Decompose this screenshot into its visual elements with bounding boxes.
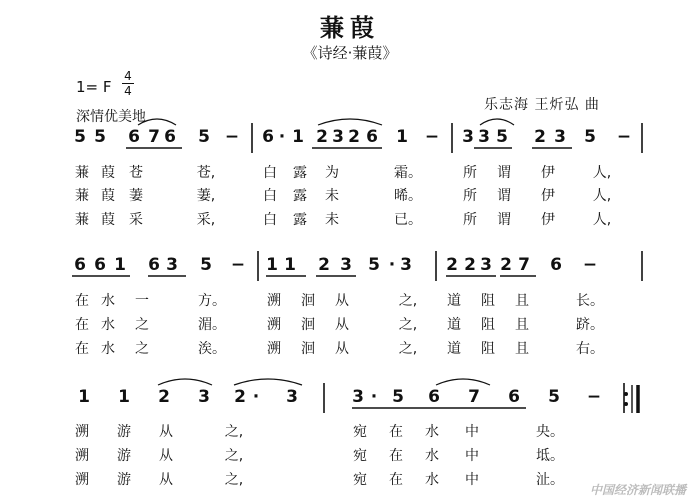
slur — [480, 119, 514, 125]
lyric-syllable: 伊 — [541, 165, 555, 181]
lyric-syllable: 所 — [463, 165, 477, 181]
lyric-syllable: 坻。 — [536, 448, 564, 464]
lyric-syllable: 水 — [101, 341, 115, 357]
note: 6 — [550, 255, 562, 275]
lyric-syllable: 萋 — [129, 188, 143, 204]
lyric-syllable: 从 — [159, 448, 173, 464]
slur — [158, 379, 212, 385]
lyric-syllable: 葭 — [101, 188, 115, 204]
note: 5 — [548, 387, 560, 407]
note: 2 — [318, 255, 330, 275]
lyric-syllable: 葭 — [101, 165, 115, 181]
lyric-syllable: 苍, — [196, 165, 216, 181]
lyric-syllable: 水 — [101, 317, 115, 333]
lyric-syllable: 未 — [325, 212, 339, 228]
lyric-syllable: 游 — [117, 424, 131, 440]
lyric-syllable: 湄。 — [198, 317, 226, 333]
slur — [436, 379, 490, 385]
lyric-syllable: 且 — [515, 317, 529, 333]
lyric-syllable: 蒹 — [75, 188, 89, 204]
meter-bottom: 4 — [124, 84, 132, 98]
lyric-syllable: 溯 — [75, 424, 89, 440]
lyric-syllable: 道 — [447, 317, 461, 333]
note: 6 — [74, 255, 86, 275]
slur — [138, 119, 176, 125]
lyric-syllable: 道 — [447, 293, 461, 309]
repeat-dot — [624, 402, 628, 406]
note: 5 — [198, 127, 210, 147]
lyric-syllable: 所 — [463, 212, 477, 228]
lyric-syllable: 在 — [389, 424, 403, 440]
lyric-syllable: 游 — [117, 472, 131, 488]
note: 3 — [198, 387, 210, 407]
note: 6 — [508, 387, 520, 407]
lyric-syllable: 右。 — [576, 341, 604, 357]
note: 2 — [348, 127, 360, 147]
note: 2 — [464, 255, 476, 275]
lyric-syllable: 人, — [592, 212, 612, 228]
lyric-syllable: 谓 — [497, 188, 511, 204]
note: 6 — [366, 127, 378, 147]
lyric-syllable: 人, — [592, 165, 612, 181]
lyric-syllable: 白 — [263, 188, 277, 204]
lyric-syllable: 晞。 — [394, 188, 422, 204]
note: 3 — [352, 387, 364, 407]
note: 1 — [396, 127, 408, 147]
lyric-syllable: 白 — [263, 212, 277, 228]
note: · — [278, 127, 286, 147]
lyric-syllable: 宛 — [353, 472, 367, 488]
note: 3 — [166, 255, 178, 275]
lyric-syllable: 从 — [335, 293, 349, 309]
song-subtitle: 《诗经·蒹葭》 — [302, 44, 398, 62]
note: − — [230, 255, 246, 275]
lyric-syllable: 之, — [398, 317, 418, 333]
lyric-syllable: 洄 — [301, 293, 315, 309]
lyric-syllable: 露 — [293, 212, 307, 228]
note: 3 — [340, 255, 352, 275]
note: 1 — [78, 387, 90, 407]
note: 1 — [284, 255, 296, 275]
lyric-syllable: 洄 — [301, 317, 315, 333]
note: 5 — [94, 127, 106, 147]
lyric-syllable: 水 — [425, 448, 439, 464]
note: 3 — [554, 127, 566, 147]
lyric-syllable: 苍 — [129, 165, 143, 181]
lyric-syllable: 之 — [135, 317, 149, 333]
note: 6 — [148, 255, 160, 275]
note: 1 — [118, 387, 130, 407]
lyric-syllable: 从 — [159, 424, 173, 440]
lyric-syllable: 游 — [117, 448, 131, 464]
note: 6 — [428, 387, 440, 407]
lyric-syllable: 在 — [75, 341, 89, 357]
lyric-syllable: 谓 — [497, 165, 511, 181]
note: 3 — [462, 127, 474, 147]
note: 6 — [164, 127, 176, 147]
lyric-syllable: 溯 — [267, 293, 281, 309]
lyric-syllable: 在 — [75, 317, 89, 333]
lyric-syllable: 萋, — [196, 188, 216, 204]
lyric-syllable: 方。 — [198, 293, 226, 309]
note: 7 — [148, 127, 160, 147]
lyric-syllable: 已。 — [394, 212, 422, 228]
note: 5 — [74, 127, 86, 147]
lyric-syllable: 洄 — [301, 341, 315, 357]
note: 5 — [392, 387, 404, 407]
lyric-syllable: 之, — [224, 424, 244, 440]
lyric-syllable: 伊 — [541, 188, 555, 204]
lyric-syllable: 道 — [447, 341, 461, 357]
song-title: 蒹葭 — [320, 14, 380, 42]
lyric-syllable: 从 — [335, 317, 349, 333]
meter-top: 4 — [124, 69, 132, 83]
lyric-syllable: 之, — [398, 293, 418, 309]
lyric-syllable: 长。 — [576, 293, 604, 309]
lyric-syllable: 蒹 — [75, 165, 89, 181]
lyric-syllable: 沚。 — [536, 472, 564, 488]
note: − — [424, 127, 440, 147]
lyric-syllable: 中 — [465, 472, 479, 488]
lyric-syllable: 葭 — [101, 212, 115, 228]
composer-credit: 乐志海 王炘弘 曲 — [484, 97, 600, 113]
note: 6 — [262, 127, 274, 147]
note: 3 — [480, 255, 492, 275]
note: 3 — [478, 127, 490, 147]
lyric-syllable: 未 — [325, 188, 339, 204]
note: 2 — [500, 255, 512, 275]
note: 5 — [496, 127, 508, 147]
note: 7 — [518, 255, 530, 275]
lyric-syllable: 从 — [335, 341, 349, 357]
note: 6 — [94, 255, 106, 275]
lyric-syllable: 在 — [75, 293, 89, 309]
note: 7 — [468, 387, 480, 407]
slur — [318, 119, 382, 125]
lyric-syllable: 水 — [425, 472, 439, 488]
lyric-syllable: 白 — [263, 165, 277, 181]
lyric-syllable: 阻 — [481, 293, 495, 309]
lyric-syllable: 阻 — [481, 317, 495, 333]
lyric-syllable: 在 — [389, 472, 403, 488]
note: − — [224, 127, 240, 147]
note: 2 — [316, 127, 328, 147]
note: 1 — [266, 255, 278, 275]
note: 5 — [584, 127, 596, 147]
lyric-syllable: 从 — [159, 472, 173, 488]
note: 5 — [368, 255, 380, 275]
note: − — [586, 387, 602, 407]
lyric-syllable: 所 — [463, 188, 477, 204]
note: 1 — [292, 127, 304, 147]
lyric-syllable: 水 — [101, 293, 115, 309]
lyric-syllable: 采 — [129, 212, 143, 228]
lyric-syllable: 宛 — [353, 448, 367, 464]
lyric-syllable: 涘。 — [198, 341, 226, 357]
tempo-marking: 深情优美地 — [76, 109, 146, 125]
lyric-syllable: 溯 — [267, 341, 281, 357]
lyric-syllable: 露 — [293, 165, 307, 181]
note: − — [582, 255, 598, 275]
lyric-syllable: 蒹 — [75, 212, 89, 228]
lyric-syllable: 之, — [224, 472, 244, 488]
lyric-syllable: 谓 — [497, 212, 511, 228]
lyric-syllable: 之, — [398, 341, 418, 357]
lyric-syllable: 阻 — [481, 341, 495, 357]
lyric-syllable: 中 — [465, 424, 479, 440]
lyric-syllable: 伊 — [541, 212, 555, 228]
note: 2 — [158, 387, 170, 407]
note: 1 — [114, 255, 126, 275]
repeat-dot — [624, 392, 628, 396]
lyric-syllable: 霜。 — [394, 165, 422, 181]
note: 2 — [446, 255, 458, 275]
lyric-syllable: 露 — [293, 188, 307, 204]
lyric-syllable: 溯 — [267, 317, 281, 333]
note: 6 — [128, 127, 140, 147]
note: 2 — [534, 127, 546, 147]
lyric-syllable: 央。 — [536, 424, 564, 440]
key-signature: 1= F — [76, 78, 112, 96]
lyric-syllable: 之, — [224, 448, 244, 464]
note: · — [388, 255, 396, 275]
lyric-syllable: 溯 — [75, 472, 89, 488]
slur — [234, 379, 302, 385]
note: · — [370, 387, 378, 407]
lyric-syllable: 且 — [515, 341, 529, 357]
lyric-syllable: 中 — [465, 448, 479, 464]
lyric-syllable: 为 — [325, 165, 339, 181]
note: − — [616, 127, 632, 147]
lyric-syllable: 采, — [196, 212, 216, 228]
lyric-syllable: 在 — [389, 448, 403, 464]
note: 5 — [200, 255, 212, 275]
lyric-syllable: 宛 — [353, 424, 367, 440]
watermark-logo: 中国经济新闻联播 — [589, 483, 686, 497]
note: 3 — [332, 127, 344, 147]
lyric-syllable: 跻。 — [576, 317, 604, 333]
lyric-syllable: 水 — [425, 424, 439, 440]
lyric-syllable: 且 — [515, 293, 529, 309]
note: 2 — [234, 387, 246, 407]
note: 3 — [286, 387, 298, 407]
lyric-syllable: 之 — [135, 341, 149, 357]
lyric-syllable: 人, — [592, 188, 612, 204]
lyric-syllable: 一 — [135, 293, 149, 309]
note: · — [252, 387, 260, 407]
note: 3 — [400, 255, 412, 275]
lyric-syllable: 溯 — [75, 448, 89, 464]
